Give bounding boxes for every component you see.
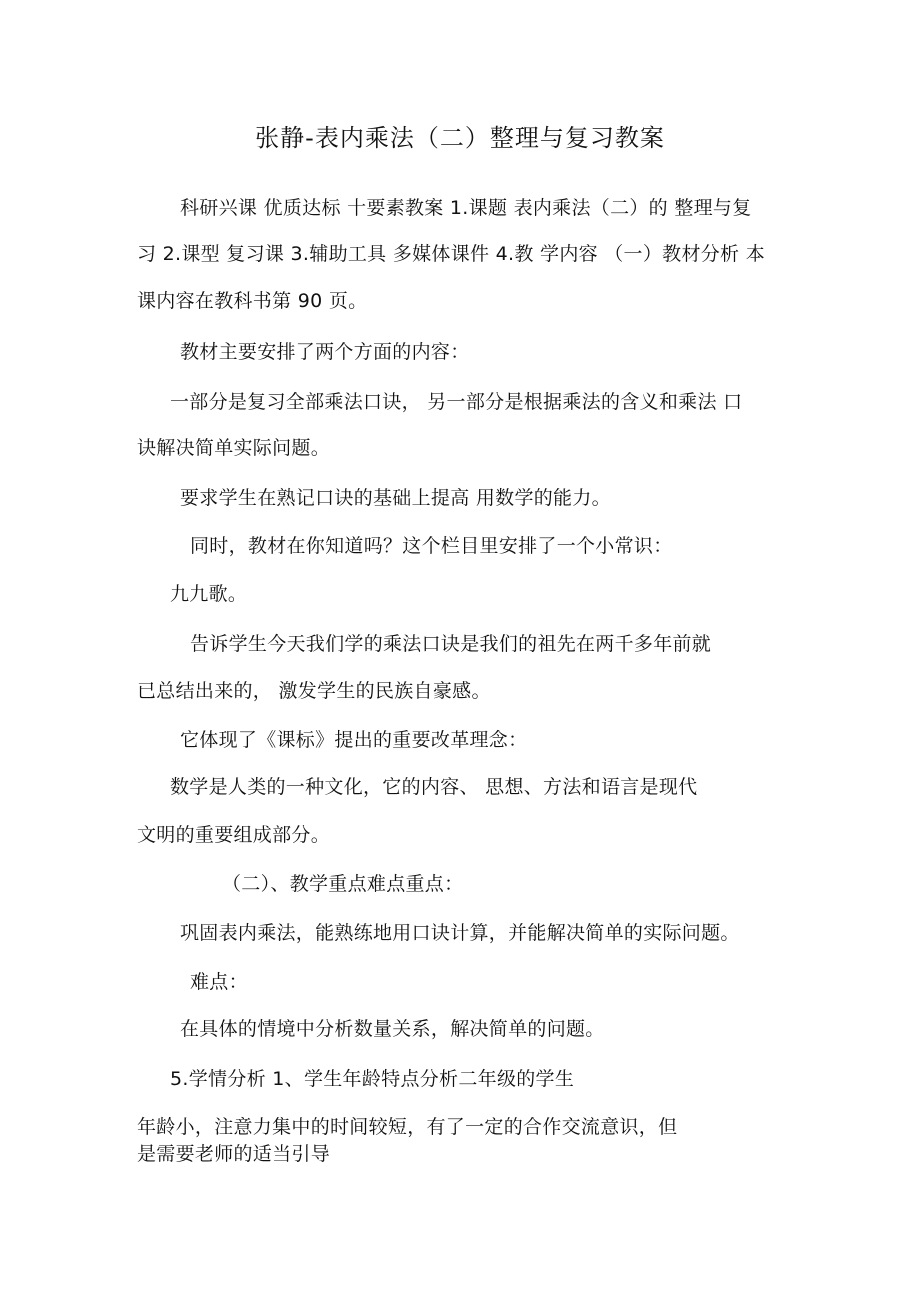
paragraph-line-7: 要求学生在熟记口诀的基础上提高 用数学的能力。 [180, 487, 611, 509]
paragraph-line-20: 年龄小，注意力集中的时间较短，有了一定的合作交流意识，但 [137, 1116, 678, 1138]
paragraph-line-16: 巩固表内乘法，能熟练地用口诀计算，并能解决简单的实际问题。 [180, 922, 740, 944]
paragraph-line-5: 一部分是复习全部乘法口诀， 另一部分是根据乘法的含义和乘法 口 [170, 391, 743, 413]
document-title: 张静-表内乘法（二）整理与复习教案 [255, 124, 665, 152]
paragraph-line-8: 同时，教材在你知道吗？这个栏目里安排了一个小常识： [190, 535, 673, 557]
paragraph-line-12: 它体现了《课标》提出的重要改革理念： [180, 729, 528, 751]
paragraph-line-6: 诀解决简单实际问题。 [137, 437, 331, 459]
paragraph-line-19: 5.学情分析 1、学生年龄特点分析二年级的学生 [170, 1068, 575, 1090]
paragraph-line-1: 科研兴课 优质达标 十要素教案 1.课题 表内乘法（二）的 整理与复 [180, 197, 752, 219]
paragraph-line-17: 难点： [190, 971, 248, 993]
paragraph-line-9: 九九歌。 [170, 583, 248, 605]
paragraph-line-18: 在具体的情境中分析数量关系，解决简单的问题。 [180, 1018, 605, 1040]
paragraph-line-13: 数学是人类的一种文化，它的内容、 思想、方法和语言是现代 [170, 776, 698, 798]
paragraph-line-2: 习 2.课型 复习课 3.辅助工具 多媒体课件 4.教 学内容 （一）教材分析 本 [137, 243, 766, 265]
paragraph-line-15: （二）、教学重点难点重点： [222, 873, 464, 895]
paragraph-line-4: 教材主要安排了两个方面的内容： [180, 341, 470, 363]
paragraph-line-3: 课内容在教科书第 90 页。 [137, 290, 368, 312]
paragraph-line-14: 文明的重要组成部分。 [137, 824, 331, 846]
paragraph-line-10: 告诉学生今天我们学的乘法口诀是我们的祖先在两千多年前就 [190, 633, 712, 655]
paragraph-line-11: 已总结出来的， 激发学生的民族自豪感。 [137, 680, 491, 702]
paragraph-line-21: 是需要老师的适当引导 [137, 1143, 331, 1165]
